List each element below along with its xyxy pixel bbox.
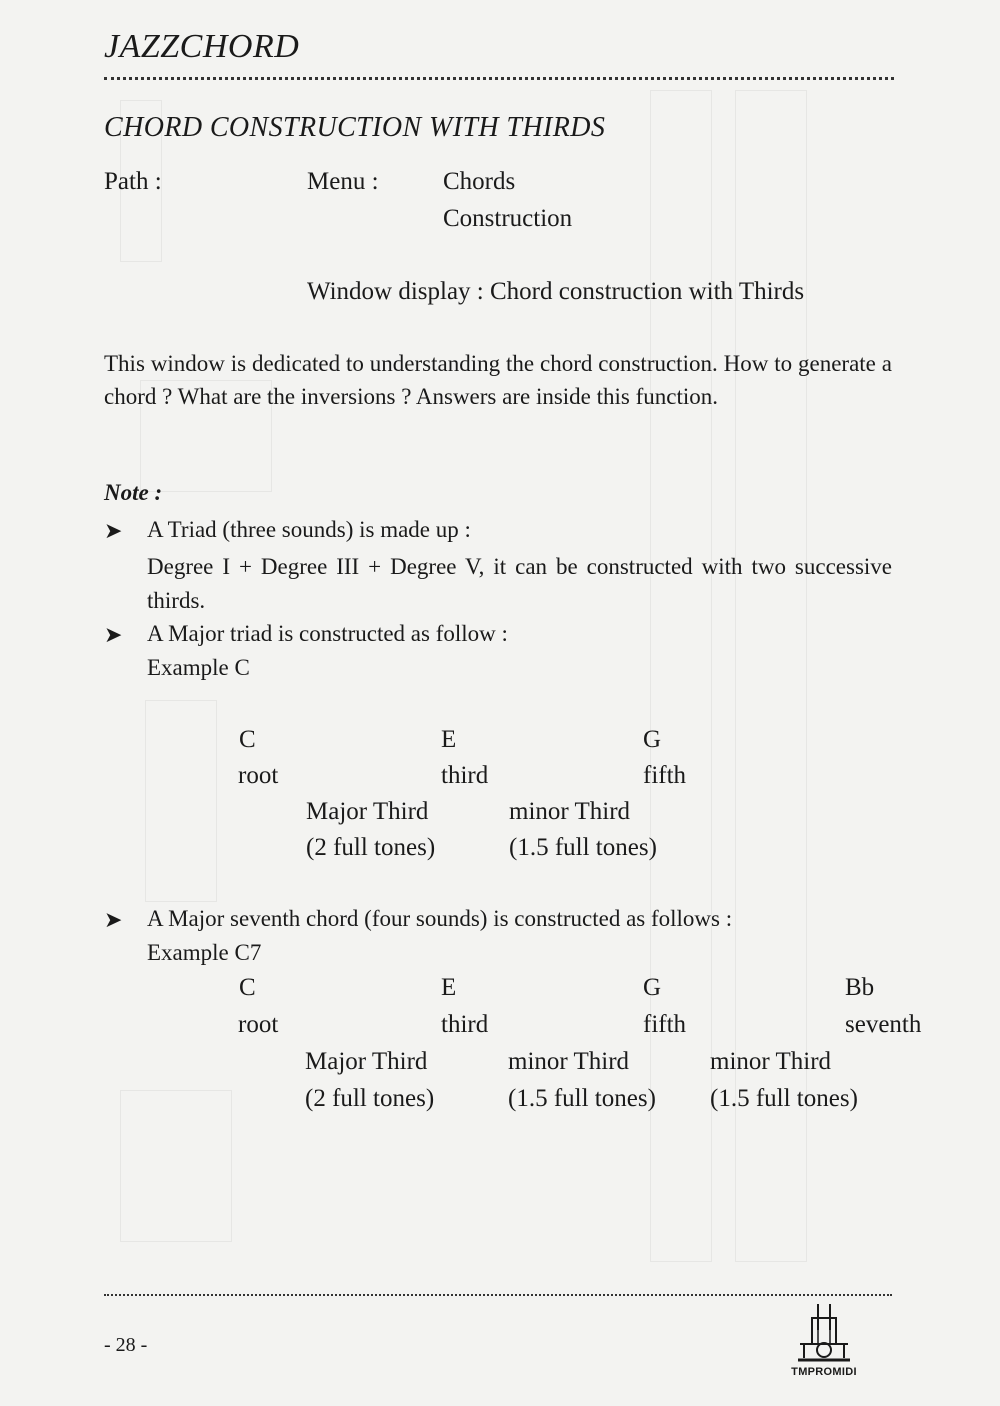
bullet-text: A Major triad is constructed as follow : — [147, 621, 508, 646]
window-display-text: Window display : Chord construction with Thirds — [307, 278, 805, 305]
note-role: third — [441, 1011, 489, 1038]
logo-text: TMPROMIDI — [791, 1366, 857, 1378]
note-label: Note : — [104, 480, 163, 505]
note-name: Bb — [845, 974, 875, 1001]
note-name: E — [441, 726, 457, 753]
example-label: Example C — [147, 655, 250, 680]
bullet-text: A Major seventh chord (four sounds) is constructed as follows : — [147, 906, 733, 931]
interval-size: (2 full tones) — [306, 834, 436, 861]
note-role: fifth — [643, 762, 687, 789]
menu-item-construction: Construction — [443, 205, 573, 232]
header-rule — [104, 77, 894, 80]
bullet-text: A Triad (three sounds) is made up : — [147, 517, 471, 542]
interval-size: (1.5 full tones) — [509, 834, 657, 861]
page-number: - 28 - — [104, 1334, 148, 1356]
arrow-bullet-icon: ➤ — [104, 518, 123, 543]
show-through-panel — [650, 90, 712, 1262]
note-role: root — [238, 1011, 279, 1038]
interval-name: Major Third — [306, 798, 429, 825]
menu-item-chords: Chords — [443, 168, 516, 195]
arrow-bullet-icon: ➤ — [104, 622, 123, 647]
show-through-panel — [145, 700, 217, 902]
note-role: fifth — [643, 1011, 687, 1038]
intro-paragraph: This window is dedicated to understanding the chord construction. How to generate a chord ? What are the inversions ? Answers are inside this function. — [104, 351, 892, 409]
interval-name: minor Third — [509, 798, 631, 825]
note-role: root — [238, 762, 279, 789]
bullet-text-continuation: Degree I + Degree III + Degree V, it can be constructed with two successive thirds. — [147, 554, 892, 613]
document-header-title: JAZZCHORD — [104, 28, 300, 65]
interval-name: minor Third — [710, 1048, 832, 1075]
interval-name: Major Third — [305, 1048, 428, 1075]
interval-size: (1.5 full tones) — [508, 1085, 656, 1112]
footer-rule — [104, 1294, 892, 1296]
menu-label: Menu : — [307, 168, 379, 195]
section-title: CHORD CONSTRUCTION WITH THIRDS — [104, 112, 606, 143]
note-name: G — [643, 726, 662, 753]
note-role: third — [441, 762, 489, 789]
note-name: G — [643, 974, 662, 1001]
interval-name: minor Third — [508, 1048, 630, 1075]
interval-size: (2 full tones) — [305, 1085, 435, 1112]
example-label: Example C7 — [147, 940, 262, 965]
note-name: C — [239, 974, 256, 1001]
arrow-bullet-icon: ➤ — [104, 907, 123, 932]
interval-size: (1.5 full tones) — [710, 1085, 858, 1112]
note-name: C — [239, 726, 256, 753]
note-name: E — [441, 974, 457, 1001]
show-through-panel — [120, 1090, 232, 1242]
path-label: Path : — [104, 168, 162, 195]
note-role: seventh — [845, 1011, 922, 1038]
